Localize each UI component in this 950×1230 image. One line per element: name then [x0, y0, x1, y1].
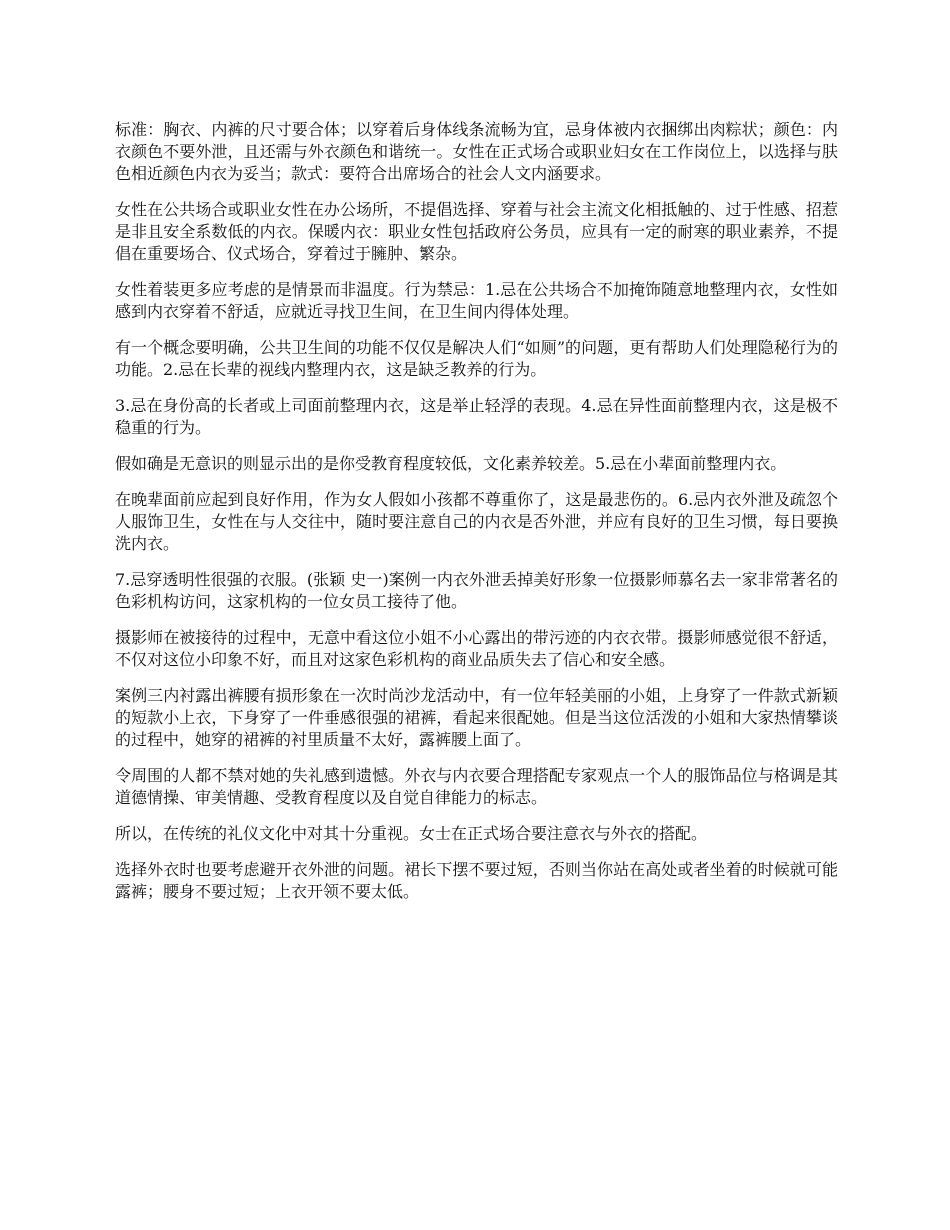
paragraph: 所以，在传统的礼仪文化中对其十分重视。女士在正式场合要注意衣与外衣的搭配。 — [115, 824, 708, 843]
paragraph: 标准：胸衣、内裤的尺寸要合体；以穿着后身体线条流畅为宜，忌身体被内衣捆绑出肉粽状；颜色：内衣颜色不要外泄，且还需与外衣颜色和谐统一。女性在正式场合或职业妇女在工作岗位上，以选择与肤色相近颜色内衣为妥当；款式：要符合出席场合的社会人文内涵要求。 — [115, 120, 838, 183]
paragraph: 摄影师在被接待的过程中，无意中看这位小姐不小心露出的带污迹的内衣衣带。摄影师感觉很不舒适，不仅对这位小印象不好，而且对这家色彩机构的商业品质失去了信心和安全感。 — [115, 628, 838, 669]
paragraph: 女性着装更多应考虑的是情景而非温度。行为禁忌：1.忌在公共场合不加掩饰随意地整理内衣，女性如感到内衣穿着不舒适，应就近寻找卫生间，在卫生间内得体处理。 — [115, 280, 838, 321]
document-body — [115, 119, 838, 903]
paragraph: 在晚辈面前应起到良好作用，作为女人假如小孩都不尊重你了，这是最悲伤的。6.忌内衣外泄及疏忽个人服饰卫生，女性在与人交往中，随时要注意自己的内衣是否外泄，并应有良好的卫生习惯，每日要换洗内衣。 — [115, 490, 838, 553]
paragraph: 3.忌在身份高的长者或上司面前整理内衣，这是举止轻浮的表现。4.忌在异性面前整理内衣，这是极不稳重的行为。 — [115, 396, 838, 437]
paragraph: 有一个概念要明确，公共卫生间的功能不仅仅是解决人们“如厕”的问题，更有帮助人们处理隐秘行为的功能。2.忌在长辈的视线内整理内衣，这是缺乏教养的行为。 — [115, 338, 838, 379]
paragraph: 假如确是无意识的则显示出的是你受教育程度较低，文化素养较差。5.忌在小辈面前整理内衣。 — [115, 454, 787, 473]
paragraph: 7.忌穿透明性很强的衣服。(张颖 史一)案例一内衣外泄丢掉美好形象一位摄影师慕名去一家非常著名的色彩机构访问，这家机构的一位女员工接待了他。 — [115, 570, 838, 611]
paragraph: 令周围的人都不禁对她的失礼感到遗憾。外衣与内衣要合理搭配专家观点一个人的服饰品位与格调是其道德情操、审美情趣、受教育程度以及自觉自律能力的标志。 — [115, 766, 838, 807]
paragraph: 案例三内衬露出裤腰有损形象在一次时尚沙龙活动中，有一位年轻美丽的小姐，上身穿了一件款式新颖的短款小上衣，下身穿了一件垂感很强的裙裤，看起来很配她。但是当这位活泼的小姐和大家热情攀谈的过程中，她穿的裙裤的衬里质量不太好，露裤腰上面了。 — [115, 686, 838, 749]
paragraph: 女性在公共场合或职业女性在办公场所，不提倡选择、穿着与社会主流文化相抵触的、过于性感、招惹是非且安全系数低的内衣。保暖内衣：职业女性包括政府公务员，应具有一定的耐寒的职业素养，不提倡在重要场合、仪式场合，穿着过于臃肿、繁杂。 — [115, 200, 838, 263]
paragraph: 选择外衣时也要考虑避开衣外泄的问题。裙长下摆不要过短，否则当你站在高处或者坐着的时候就可能露裤；腰身不要过短；上衣开领不要太低。 — [115, 860, 838, 901]
